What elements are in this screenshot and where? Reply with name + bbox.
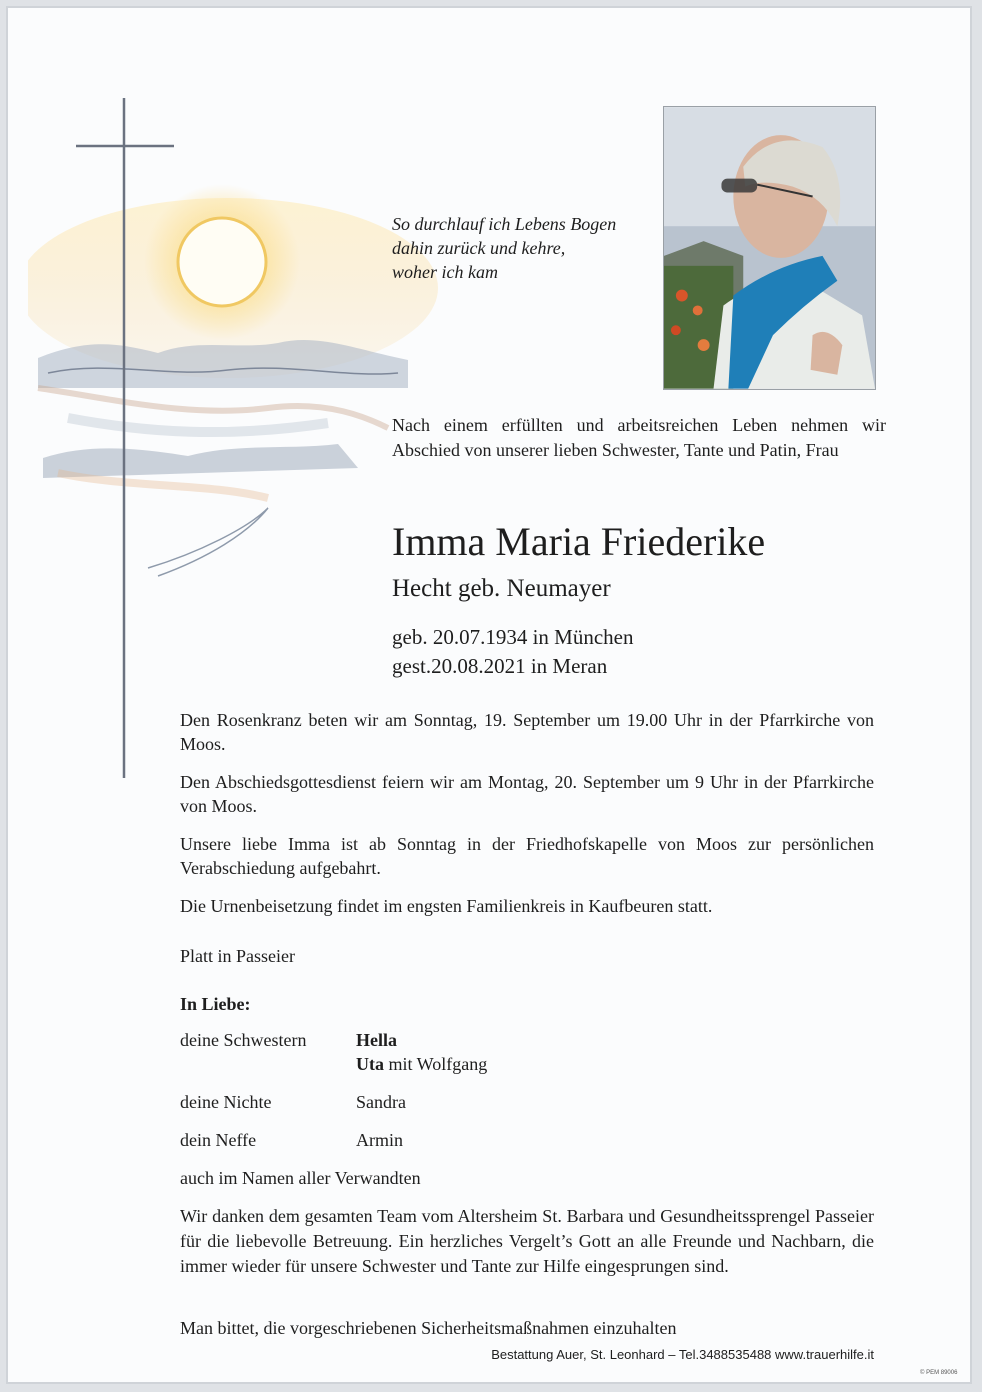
- thanks-paragraph: Wir danken dem gesamten Team vom Altersheim St. Barbara und Gesundheitssprengel Passeier für die liebevolle Betreuung. Ein herzliches Vergelt’s Gott an alle Freunde und Nachbarn, die immer wieder für unsere Schwester und Tante zur Hilfe eingesprungen sind.: [180, 1206, 874, 1276]
- mourner-relation: deine Schwestern: [180, 1030, 307, 1050]
- safety-notice: Man bittet, die vorgeschriebenen Sicherheitsmaßnahmen einzuhalten: [180, 1318, 677, 1338]
- cross-landscape-illustration: [28, 88, 448, 788]
- poem-line: dahin zurück und kehre,: [392, 238, 566, 258]
- mourner-relation: dein Neffe: [180, 1130, 257, 1150]
- service-details: [180, 708, 874, 932]
- poem-line: So durchlauf ich Lebens Bogen: [392, 214, 617, 234]
- mourner-name: Uta: [356, 1054, 384, 1074]
- mourner-row: [180, 1090, 487, 1114]
- obituary-sheet: [6, 6, 972, 1384]
- urn-burial-paragraph: Die Urnenbeisetzung findet im engsten Familienkreis in Kaufbeuren statt.: [180, 896, 713, 916]
- rosary-paragraph: Den Rosenkranz beten wir am Sonntag, 19. September um 19.00 Uhr in der Pfarrkirche von Moos.: [180, 710, 874, 754]
- life-dates: [392, 623, 633, 681]
- mourner-names: [356, 1028, 487, 1076]
- on-behalf-text: auch im Namen aller Verwandten: [180, 1168, 421, 1188]
- poem: [392, 212, 652, 284]
- mourner-name: Armin: [356, 1130, 403, 1150]
- funeral-mass-paragraph: Den Abschiedsgottesdienst feiern wir am Montag, 20. September um 9 Uhr in der Pfarrkirche von Moos.: [180, 772, 874, 816]
- mourner-name-rest: mit Wolfgang: [384, 1054, 488, 1074]
- portrait-illustration: [664, 107, 875, 389]
- laying-out-paragraph: Unsere liebe Imma ist ab Sonntag in der Friedhofskapelle von Moos zur persönlichen Verabschiedung aufgebahrt.: [180, 834, 874, 878]
- funeral-home-footer: Bestattung Auer, St. Leonhard – Tel.3488535488 www.trauerhilfe.it: [491, 1347, 874, 1362]
- deceased-name: Imma Maria Friederike: [392, 519, 766, 564]
- mourner-relation: deine Nichte: [180, 1092, 272, 1112]
- sun-icon: [178, 218, 266, 306]
- death-date: gest.20.08.2021 in Meran: [392, 654, 608, 678]
- birth-date: geb. 20.07.1934 in München: [392, 625, 634, 649]
- intro-text: Nach einem erfüllten und arbeitsreichen Leben nehmen wir Abschied von unserer lieben Schwester, Tante und Patin, Frau: [392, 415, 886, 460]
- copyright-mark: © PEM 89006: [920, 1370, 958, 1376]
- mourners-list: [180, 1028, 487, 1166]
- in-love-heading: In Liebe:: [180, 994, 251, 1014]
- mourner-row: [180, 1028, 487, 1076]
- deceased-maiden-name: Hecht geb. Neumayer: [392, 575, 611, 602]
- poem-line: woher ich kam: [392, 262, 498, 282]
- mourner-row: [180, 1128, 487, 1152]
- portrait-photo: [663, 106, 876, 390]
- mourner-name: Hella: [356, 1030, 397, 1050]
- mourner-name: Sandra: [356, 1092, 406, 1112]
- place: Platt in Passeier: [180, 946, 295, 966]
